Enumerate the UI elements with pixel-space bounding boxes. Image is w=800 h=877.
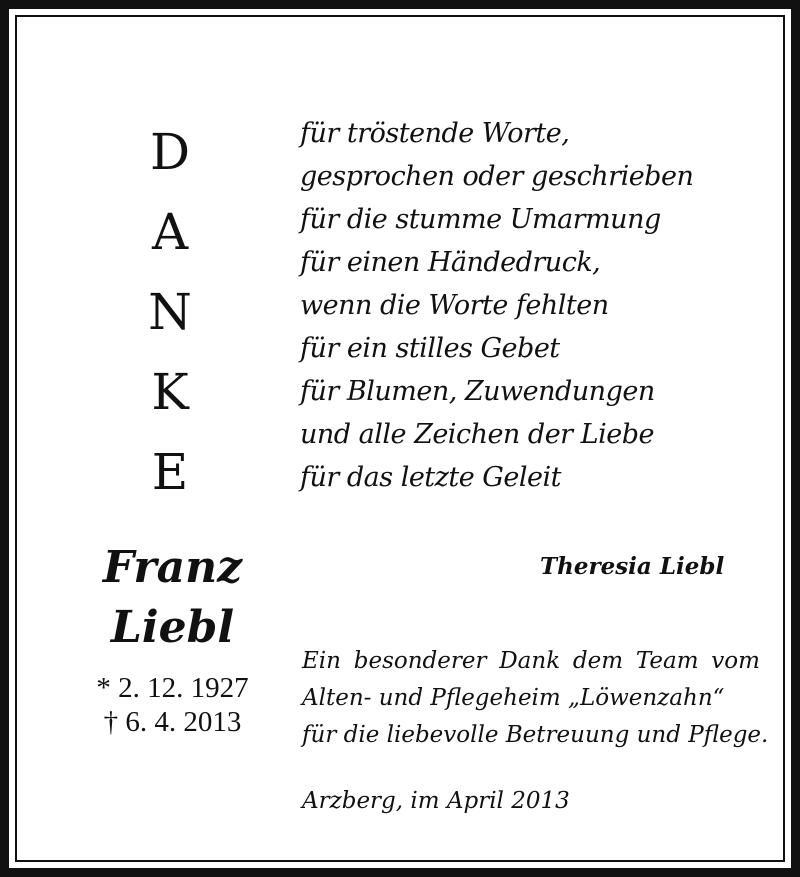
verse-line: gesprochen oder geschrieben [300, 161, 694, 192]
thanks-word: Dank [499, 648, 561, 674]
special-thanks-line: Alten- und Pflegeheim „Löwenzahn“ [302, 685, 725, 711]
death-date: † 6. 4. 2013 [103, 706, 242, 738]
verse-line: für Blumen, Zuwendungen [300, 376, 655, 407]
danke-heading [110, 112, 230, 512]
danke-letter: A [151, 203, 189, 261]
thanks-word: dem [572, 648, 624, 674]
danke-letter: K [151, 363, 189, 421]
verse-line: wenn die Worte fehlten [300, 290, 609, 321]
danke-letter: E [151, 443, 189, 501]
special-thanks-line [302, 643, 760, 680]
thanks-word: vom [711, 648, 760, 674]
deceased-first-name: Franz [102, 542, 243, 593]
verse-line: für das letzte Geleit [300, 462, 561, 493]
special-thanks-line: für die liebevolle Betreuung und Pflege. [302, 722, 769, 748]
verse-line: für tröstende Worte, [300, 118, 570, 149]
place-date: Arzberg, im April 2013 [302, 788, 570, 814]
deceased-last-name: Liebl [110, 602, 235, 653]
thanks-word: Ein [302, 648, 341, 674]
signer-name: Theresia Liebl [540, 553, 725, 580]
verse-line: und alle Zeichen der Liebe [300, 419, 654, 450]
verse-line: für die stumme Umarmung [300, 204, 661, 235]
verse-line: für einen Händedruck, [300, 247, 601, 278]
danke-letter: N [148, 283, 192, 341]
special-thanks [302, 643, 769, 754]
birth-date: * 2. 12. 1927 [96, 672, 249, 704]
thanks-verse [300, 112, 693, 499]
thanks-word: Team [635, 648, 699, 674]
thanks-word: besonderer [353, 648, 487, 674]
danke-letter: D [149, 123, 191, 181]
verse-line: für ein stilles Gebet [300, 333, 560, 364]
